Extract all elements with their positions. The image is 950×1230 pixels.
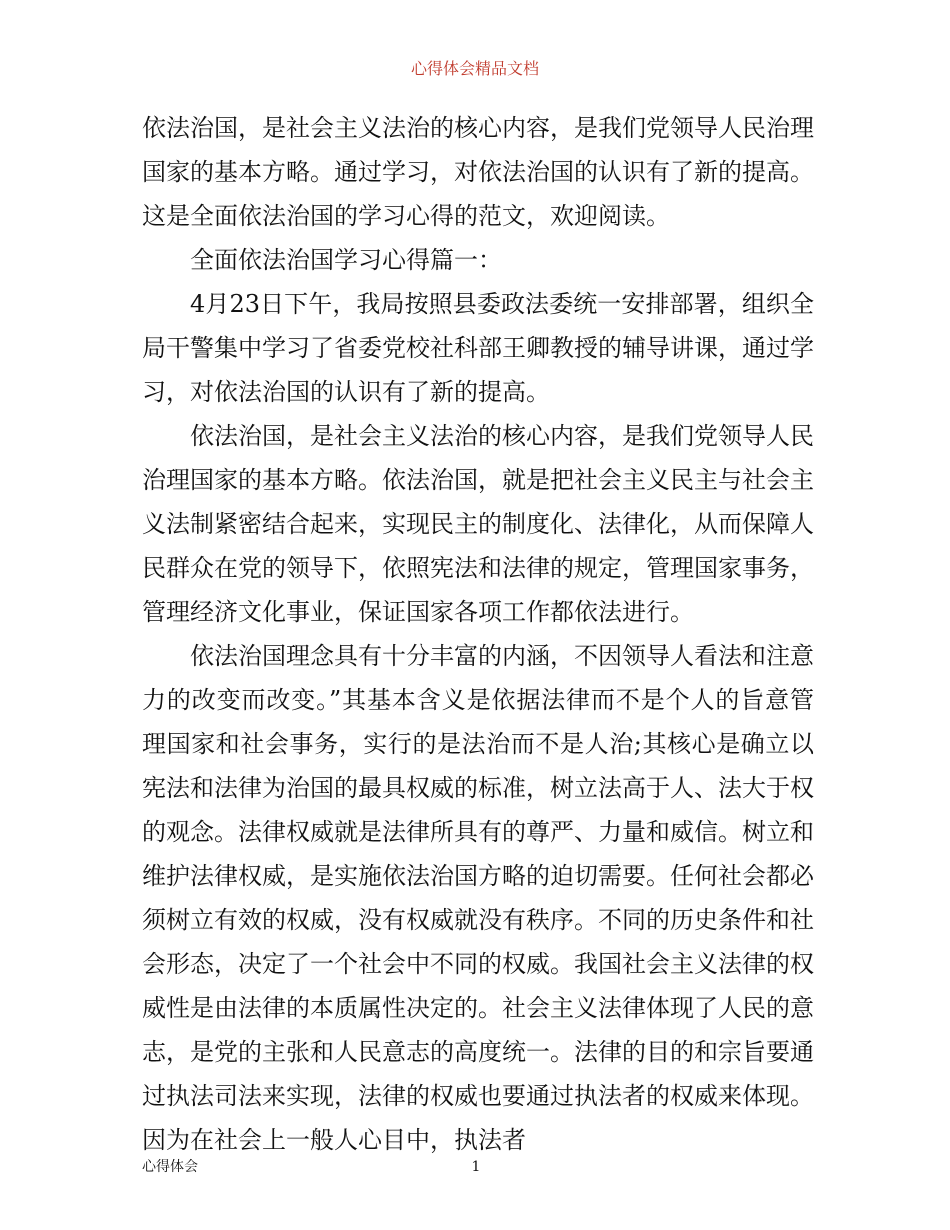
document-body [142,106,814,1162]
footer-label: 心得体会 [142,1159,198,1175]
paragraph: 依法治国，是社会主义法治的核心内容，是我们党领导人民治理国家的基本方略。依法治国，就是把社会主义民主与社会主义法制紧密结合起来，实现民主的制度化、法律化，从而保障人民群众在党的领导下，依照宪法和法律的规定，管理国家事务，管理经济文化事业，保证国家各项工作都依法进行。 [142,422,814,626]
paragraph-intro: 依法治国，是社会主义法治的核心内容，是我们党领导人民治理国家的基本方略。通过学习，对依法治国的认识有了新的提高。这是全面依法治国的学习心得的范文，欢迎阅读。 [142,114,814,230]
header-title: 心得体会精品文档 [410,59,539,78]
paragraph: 4月23日下午，我局按照县委政法委统一安排部署，组织全局干警集中学习了省委党校社科部王卿教授的辅导讲课，通过学习，对依法治国的认识有了新的提高。 [142,290,814,406]
section-heading: 全面依法治国学习心得篇一： [190,246,502,274]
paragraph: 依法治国理念具有十分丰富的内涵，不因领导人看法和注意力的改变而改变。”其基本含义是依据法律而不是个人的旨意管理国家和社会事务，实行的是法治而不是人治;其核心是确立以宪法和法律为治国的最具权威的标准，树立法高于人、法大于权的观念。法律权威就是法律所具有的尊严、力量和威信。树立和维护法律权威，是实施依法治国方略的迫切需要。任何社会都必须树立有效的权威，没有权威就没有秩序。不同的历史条件和社会形态，决定了一个社会中不同的权威。我国社会主义法律的权威性是由法律的本质属性决定的。社会主义法律体现了人民的意志，是党的主张和人民意志的高度统一。法律的目的和宗旨要通过执法司法来实现，法律的权威也要通过执法者的权威来体现。因为在社会上一般人心目中，执法者 [142,642,814,1154]
page-number: 1 [471,1159,481,1175]
